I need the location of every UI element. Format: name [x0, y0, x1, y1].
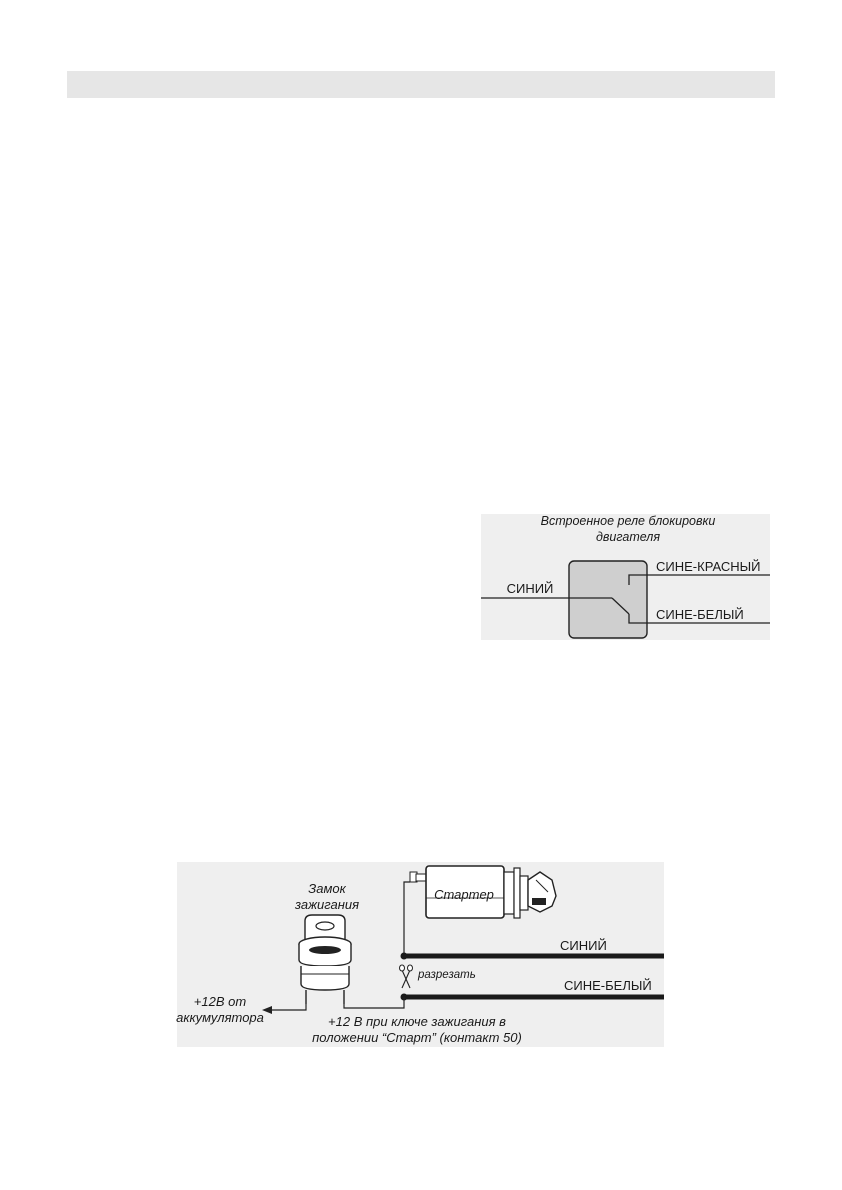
battery-label-line2: аккумулятора	[176, 1010, 264, 1025]
battery-wire	[270, 1004, 306, 1010]
ignition-lock-icon	[299, 915, 351, 1004]
ignition-label-line1: Замок	[308, 881, 346, 896]
start-contact-wire	[344, 997, 404, 1008]
blue-white-wire-label: СИНЕ-БЕЛЫЙ	[564, 978, 652, 993]
blue-wire-junction	[401, 953, 408, 960]
relay-no-label: СИНЕ-БЕЛЫЙ	[656, 607, 744, 622]
cut-label: разрезать	[418, 969, 476, 981]
relay-nc-label: СИНЕ-КРАСНЫЙ	[656, 559, 761, 574]
relay-title-line1: Встроенное реле блокировки	[540, 514, 716, 528]
starter-terminal-wire	[404, 882, 410, 956]
relay-input-label: СИНИЙ	[506, 581, 554, 596]
starter-label: Стартер	[434, 887, 494, 902]
ignition-label-line2: зажигания	[294, 897, 360, 912]
relay-title-line2: двигателя	[595, 530, 661, 544]
start-label-line2: положении “Старт” (контакт 50)	[312, 1030, 522, 1045]
battery-label-line1: +12В от	[193, 994, 247, 1009]
blue-wire-label: СИНИЙ	[560, 938, 607, 953]
scissors-icon	[400, 965, 413, 988]
start-label-line1: +12 В при ключе зажигания в	[328, 1014, 506, 1029]
